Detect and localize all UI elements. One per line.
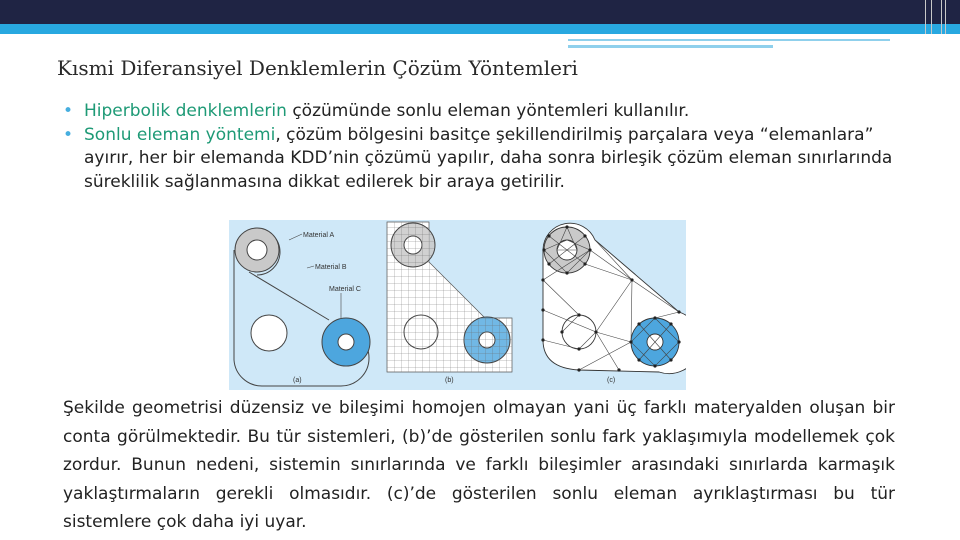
panel-c xyxy=(541,223,686,384)
header-decor-line xyxy=(568,45,773,48)
bullet-list xyxy=(63,100,913,194)
bullet-icon: • xyxy=(63,124,74,145)
label-material-c: Material C xyxy=(329,286,361,293)
header-accent-bar xyxy=(0,24,960,34)
panel-b xyxy=(387,222,512,384)
bullet-icon: • xyxy=(63,101,74,121)
header-divider xyxy=(931,0,932,34)
bullet-item xyxy=(63,100,913,124)
label-panel-b: (b) xyxy=(445,377,454,384)
body-paragraph: Şekilde geometrisi düzensiz ve bileşimi homojen olmayan yani üç farklı materyalden oluşan bir conta görülmektedir. Bu tür sistemleri, (b)’de gösterilen sonlu fark yaklaşımıyla modellemek çok zordur. Bunun nedeni, sistemin sınırlarında ve farklı bileşimler arasındaki sınırlarda karmaşık yaklaştırmaların gerekli olmasıdır. (c)’de gösterilen sonlu eleman ayrıklaştırması bu tür sistemlere çok daha iyi uyar. xyxy=(63,398,895,532)
header-divider xyxy=(925,0,926,34)
header-bar xyxy=(0,0,960,24)
header-decor-line xyxy=(568,39,890,41)
bullet-highlight: Sonlu eleman yöntemi xyxy=(84,124,276,145)
label-material-b: Material B xyxy=(315,264,347,271)
bullet-text: , çözüm bölgesini basitçe şekillendirilmiş parçalara veya “elemanlara” ayırır, her bir elemanda KDD’nin çözümü yapılır, daha sonra birleşik çözüm eleman sınırlarında süreklilik sağlanmasına dikkat edilerek bir araya getirilir. xyxy=(84,124,893,192)
header-divider xyxy=(941,0,942,34)
bullet-item xyxy=(63,124,913,195)
panel-a xyxy=(232,227,370,387)
gasket-diagram xyxy=(229,220,686,390)
slide-title: Kısmi Diferansiyel Denklemlerin Çözüm Yöntemleri xyxy=(57,56,578,80)
bullet-text: çözümünde sonlu eleman yöntemleri kullanılır. xyxy=(286,101,690,121)
header-divider xyxy=(945,0,946,34)
gasket-figure xyxy=(229,220,686,390)
label-material-a: Material A xyxy=(303,232,335,239)
label-panel-a: (a) xyxy=(293,377,302,384)
label-panel-c: (c) xyxy=(607,377,616,384)
bullet-highlight: Hiperbolik denklemlerin xyxy=(84,101,287,121)
